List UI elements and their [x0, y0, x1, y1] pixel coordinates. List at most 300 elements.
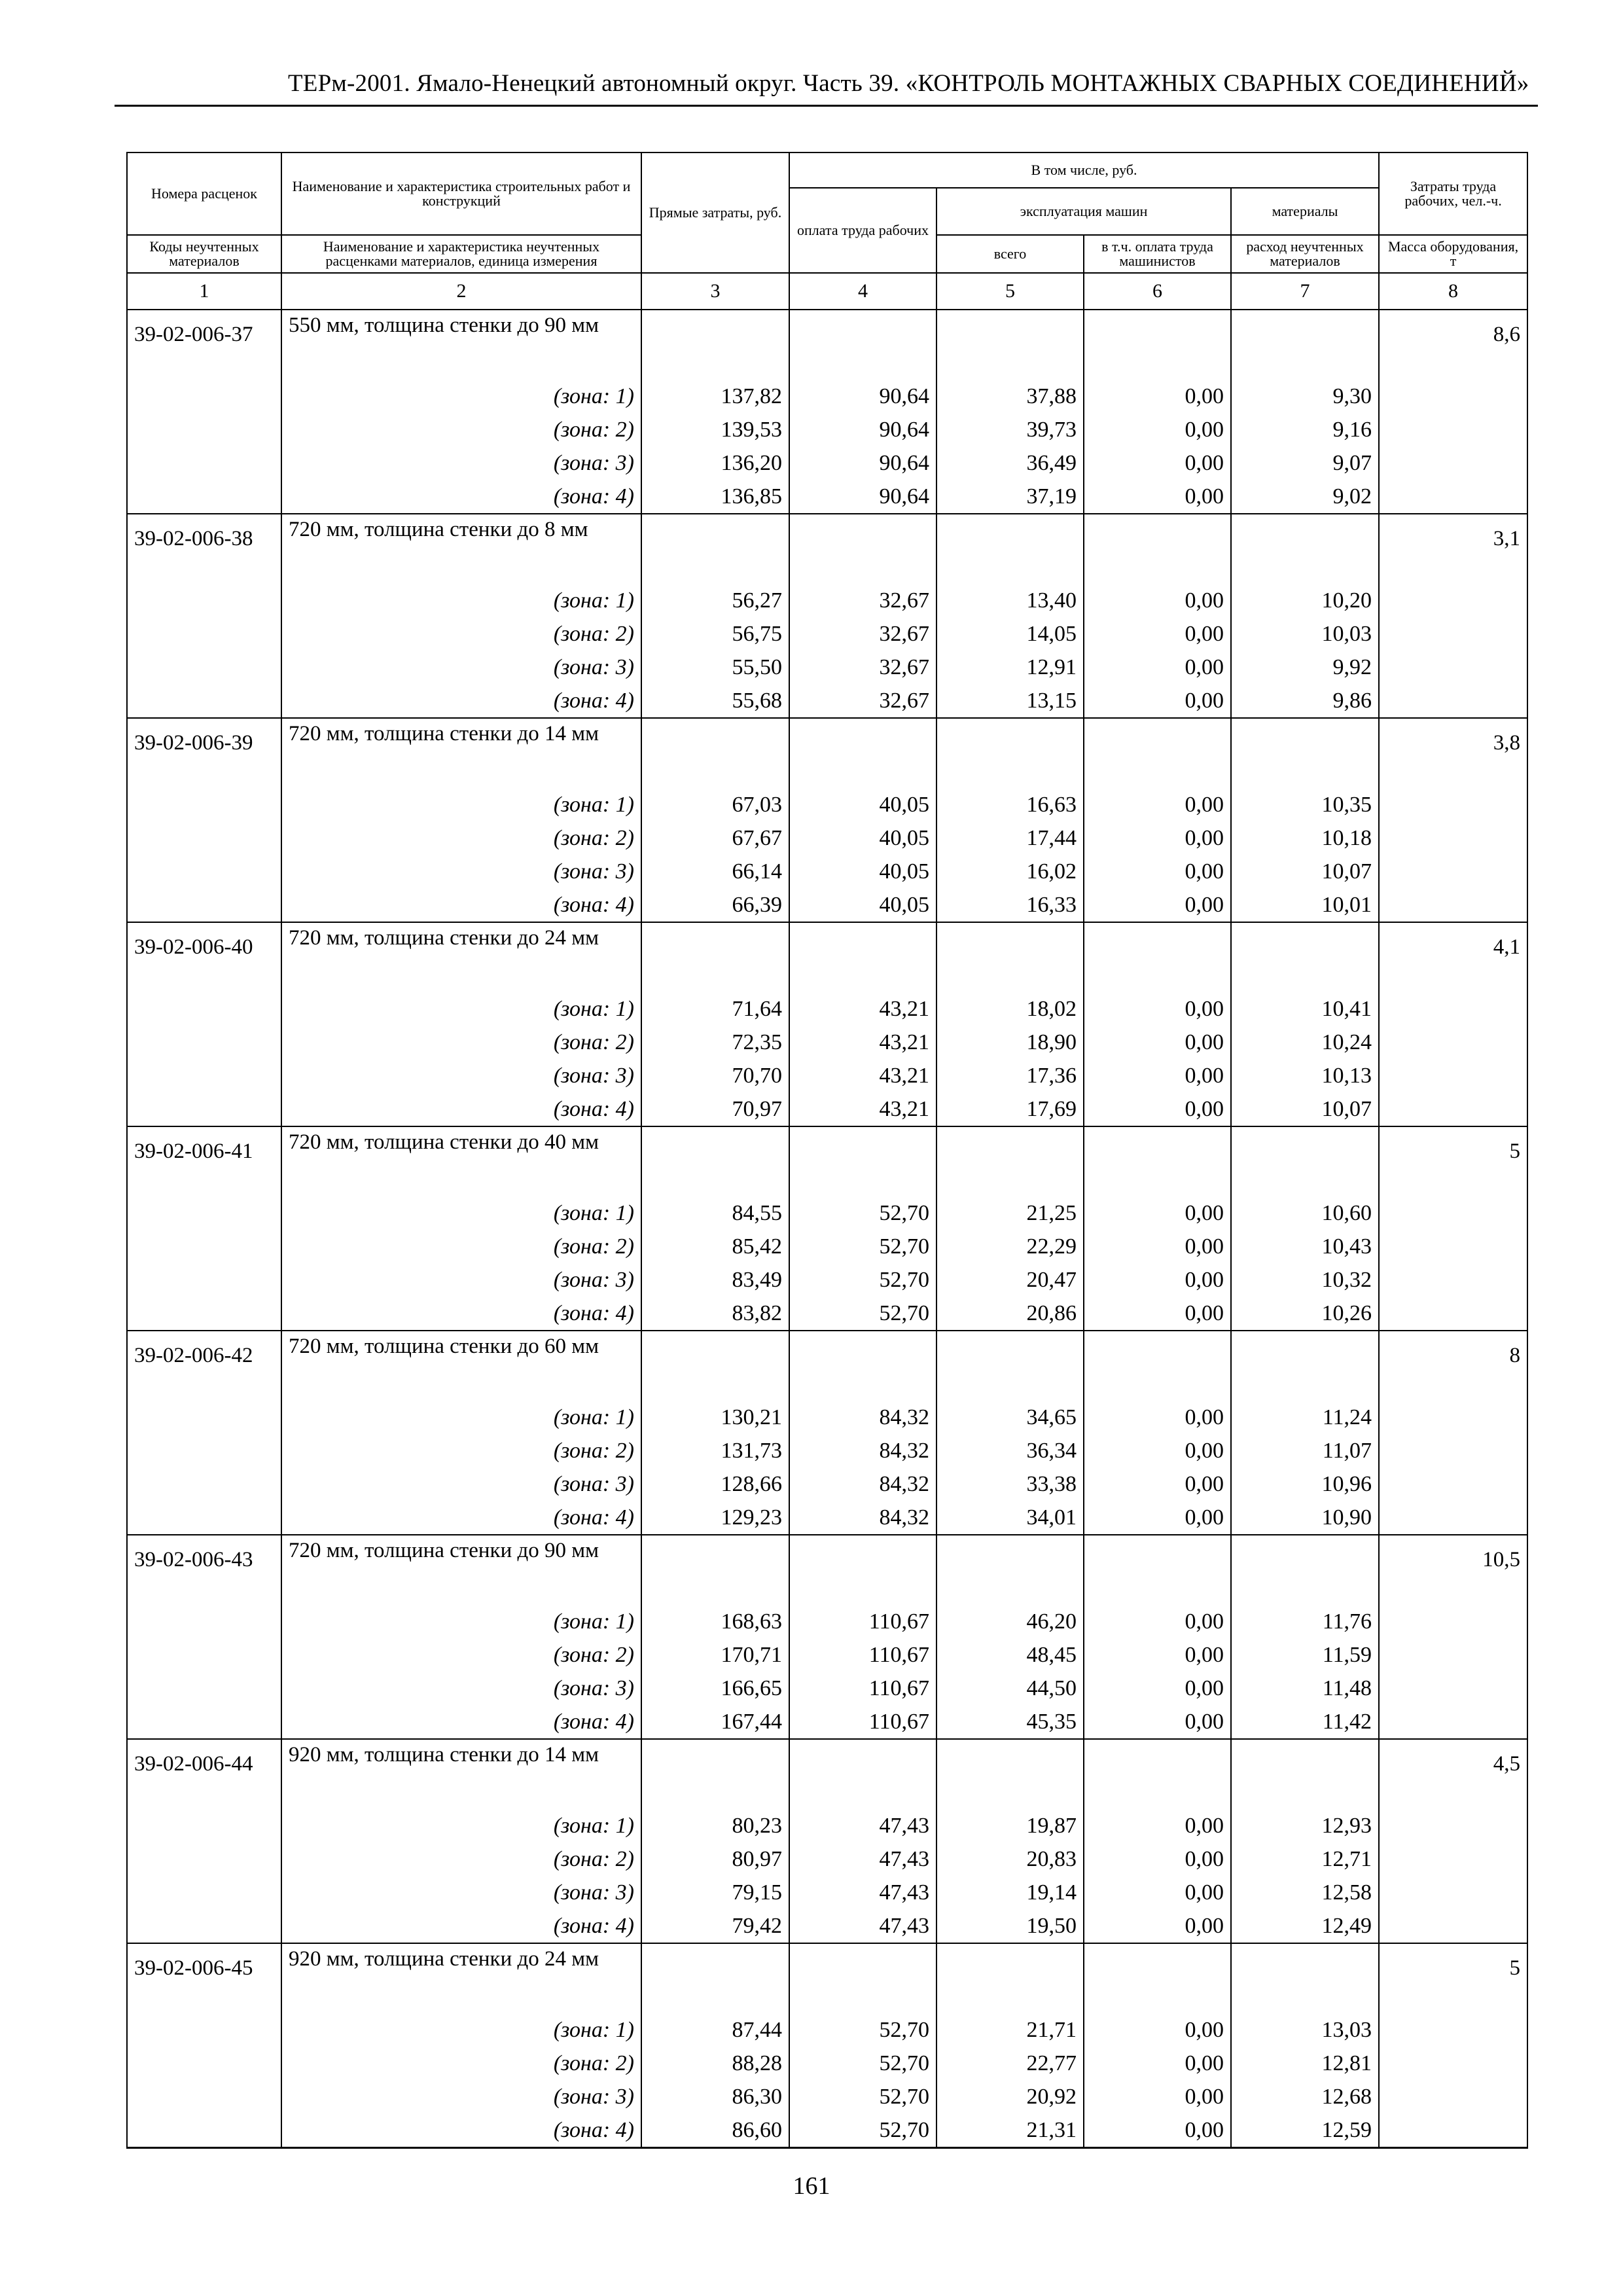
worker-wage: 52,70 — [789, 2013, 936, 2047]
labor-costs: 4,5 — [1379, 1739, 1527, 1809]
empty-cell — [1231, 1126, 1379, 1196]
direct-costs: 79,42 — [641, 1909, 789, 1943]
header-direct-costs: Прямые затраты, руб. — [641, 152, 789, 273]
empty-cell — [789, 1535, 936, 1605]
empty-cell — [1379, 1401, 1527, 1434]
worker-wage: 47,43 — [789, 1842, 936, 1876]
zone-row — [127, 1059, 1527, 1092]
zone-label: (зона: 3) — [281, 651, 641, 684]
operator-wage: 0,00 — [1084, 1501, 1231, 1535]
empty-cell — [127, 617, 281, 651]
column-number: 6 — [1084, 273, 1231, 310]
running-header: ТЕРм-2001. Ямало-Ненецкий автономный округ. Часть 39. «КОНТРОЛЬ МОНТАЖНЫХ СВАРНЫХ СОЕДИНЕНИЙ» — [288, 70, 1529, 97]
worker-wage: 84,32 — [789, 1501, 936, 1535]
zone-label: (зона: 2) — [281, 1638, 641, 1672]
rate-name: 720 мм, толщина стенки до 40 мм — [281, 1126, 641, 1196]
zone-label: (зона: 2) — [281, 821, 641, 855]
zone-label: (зона: 3) — [281, 1672, 641, 1705]
empty-cell — [789, 718, 936, 788]
zone-label: (зона: 3) — [281, 1467, 641, 1501]
empty-cell — [127, 1059, 281, 1092]
zone-label: (зона: 1) — [281, 992, 641, 1026]
machines-total: 14,05 — [936, 617, 1084, 651]
operator-wage: 0,00 — [1084, 1672, 1231, 1705]
empty-cell — [1379, 1230, 1527, 1263]
empty-cell — [1379, 1297, 1527, 1331]
rate-name: 920 мм, толщина стенки до 14 мм — [281, 1739, 641, 1809]
worker-wage: 43,21 — [789, 1059, 936, 1092]
zone-row — [127, 380, 1527, 413]
operator-wage: 0,00 — [1084, 413, 1231, 446]
worker-wage: 47,43 — [789, 1909, 936, 1943]
direct-costs: 66,14 — [641, 855, 789, 888]
labor-costs: 8 — [1379, 1331, 1527, 1401]
operator-wage: 0,00 — [1084, 1809, 1231, 1842]
empty-cell — [1379, 992, 1527, 1026]
worker-wage: 43,21 — [789, 1026, 936, 1059]
zone-row — [127, 1605, 1527, 1638]
rate-title-row — [127, 310, 1527, 380]
zone-row — [127, 788, 1527, 821]
worker-wage: 32,67 — [789, 617, 936, 651]
empty-cell — [641, 1331, 789, 1401]
operator-wage: 0,00 — [1084, 2113, 1231, 2148]
machines-total: 20,83 — [936, 1842, 1084, 1876]
direct-costs: 67,67 — [641, 821, 789, 855]
empty-cell — [1379, 1705, 1527, 1739]
machines-total: 19,14 — [936, 1876, 1084, 1909]
materials-consumption: 9,30 — [1231, 380, 1379, 413]
zone-row — [127, 480, 1527, 514]
materials-consumption: 12,58 — [1231, 1876, 1379, 1909]
machines-total: 13,15 — [936, 684, 1084, 718]
materials-consumption: 9,92 — [1231, 651, 1379, 684]
worker-wage: 43,21 — [789, 1092, 936, 1126]
empty-cell — [641, 1739, 789, 1809]
zone-row — [127, 1026, 1527, 1059]
rates-table — [126, 152, 1528, 2149]
machines-total: 21,25 — [936, 1196, 1084, 1230]
zone-row — [127, 1092, 1527, 1126]
empty-cell — [1231, 922, 1379, 992]
rate-name: 720 мм, толщина стенки до 8 мм — [281, 514, 641, 584]
operator-wage: 0,00 — [1084, 2047, 1231, 2080]
zone-label: (зона: 1) — [281, 1401, 641, 1434]
empty-cell — [1231, 1535, 1379, 1605]
empty-cell — [936, 1943, 1084, 2013]
materials-consumption: 12,68 — [1231, 2080, 1379, 2113]
empty-cell — [127, 1026, 281, 1059]
rate-title-row — [127, 922, 1527, 992]
empty-cell — [936, 514, 1084, 584]
empty-cell — [1231, 718, 1379, 788]
rate-code: 39-02-006-45 — [127, 1943, 281, 2013]
zone-label: (зона: 4) — [281, 1909, 641, 1943]
empty-cell — [936, 1331, 1084, 1401]
machines-total: 34,01 — [936, 1501, 1084, 1535]
machines-total: 17,36 — [936, 1059, 1084, 1092]
zone-row — [127, 684, 1527, 718]
zone-label: (зона: 2) — [281, 1434, 641, 1467]
zone-label: (зона: 2) — [281, 413, 641, 446]
empty-cell — [789, 514, 936, 584]
materials-consumption: 12,71 — [1231, 1842, 1379, 1876]
machines-total: 20,86 — [936, 1297, 1084, 1331]
header-work-name: Наименование и характеристика строительных работ и конструкций — [281, 152, 641, 235]
empty-cell — [127, 413, 281, 446]
worker-wage: 52,70 — [789, 2047, 936, 2080]
empty-cell — [1379, 1809, 1527, 1842]
empty-cell — [641, 514, 789, 584]
empty-cell — [1379, 1434, 1527, 1467]
zone-row — [127, 413, 1527, 446]
materials-consumption: 11,42 — [1231, 1705, 1379, 1739]
direct-costs: 168,63 — [641, 1605, 789, 1638]
empty-cell — [1379, 380, 1527, 413]
materials-consumption: 10,32 — [1231, 1263, 1379, 1297]
zone-row — [127, 1705, 1527, 1739]
rate-code: 39-02-006-41 — [127, 1126, 281, 1196]
empty-cell — [936, 718, 1084, 788]
direct-costs: 79,15 — [641, 1876, 789, 1909]
empty-cell — [1379, 1672, 1527, 1705]
operator-wage: 0,00 — [1084, 1297, 1231, 1331]
worker-wage: 52,70 — [789, 1297, 936, 1331]
machines-total: 18,90 — [936, 1026, 1084, 1059]
machines-total: 39,73 — [936, 413, 1084, 446]
direct-costs: 166,65 — [641, 1672, 789, 1705]
empty-cell — [127, 1876, 281, 1909]
empty-cell — [789, 310, 936, 380]
direct-costs: 83,49 — [641, 1263, 789, 1297]
rate-group — [127, 1535, 1527, 1739]
header-including: В том числе, руб. — [789, 152, 1379, 188]
zone-row — [127, 2080, 1527, 2113]
zone-row — [127, 1434, 1527, 1467]
operator-wage: 0,00 — [1084, 855, 1231, 888]
operator-wage: 0,00 — [1084, 2013, 1231, 2047]
worker-wage: 90,64 — [789, 413, 936, 446]
machines-total: 33,38 — [936, 1467, 1084, 1501]
zone-label: (зона: 3) — [281, 2080, 641, 2113]
empty-cell — [1084, 514, 1231, 584]
empty-cell — [127, 2047, 281, 2080]
materials-consumption: 10,07 — [1231, 855, 1379, 888]
zone-label: (зона: 2) — [281, 617, 641, 651]
machines-total: 16,33 — [936, 888, 1084, 922]
zone-row — [127, 821, 1527, 855]
machines-total: 44,50 — [936, 1672, 1084, 1705]
empty-cell — [1379, 2080, 1527, 2113]
worker-wage: 40,05 — [789, 821, 936, 855]
empty-cell — [1379, 684, 1527, 718]
empty-cell — [127, 651, 281, 684]
empty-cell — [789, 1126, 936, 1196]
operator-wage: 0,00 — [1084, 1876, 1231, 1909]
empty-cell — [789, 1331, 936, 1401]
direct-costs: 55,68 — [641, 684, 789, 718]
zone-row — [127, 1230, 1527, 1263]
machines-total: 22,29 — [936, 1230, 1084, 1263]
operator-wage: 0,00 — [1084, 584, 1231, 617]
zone-row — [127, 1809, 1527, 1842]
direct-costs: 71,64 — [641, 992, 789, 1026]
operator-wage: 0,00 — [1084, 380, 1231, 413]
labor-costs: 8,6 — [1379, 310, 1527, 380]
worker-wage: 32,67 — [789, 684, 936, 718]
direct-costs: 137,82 — [641, 380, 789, 413]
empty-cell — [641, 1943, 789, 2013]
direct-costs: 170,71 — [641, 1638, 789, 1672]
zone-label: (зона: 1) — [281, 380, 641, 413]
zone-label: (зона: 4) — [281, 480, 641, 514]
header-material-consumption: расход неучтенных материалов — [1231, 235, 1379, 273]
materials-consumption: 9,16 — [1231, 413, 1379, 446]
direct-costs: 136,85 — [641, 480, 789, 514]
empty-cell — [1231, 310, 1379, 380]
empty-cell — [127, 992, 281, 1026]
materials-consumption: 13,03 — [1231, 2013, 1379, 2047]
zone-row — [127, 617, 1527, 651]
zone-label: (зона: 2) — [281, 1842, 641, 1876]
machines-total: 37,19 — [936, 480, 1084, 514]
worker-wage: 47,43 — [789, 1876, 936, 1909]
worker-wage: 32,67 — [789, 584, 936, 617]
worker-wage: 40,05 — [789, 855, 936, 888]
machines-total: 46,20 — [936, 1605, 1084, 1638]
empty-cell — [127, 821, 281, 855]
rate-name: 720 мм, толщина стенки до 24 мм — [281, 922, 641, 992]
rate-title-row — [127, 1126, 1527, 1196]
empty-cell — [127, 1842, 281, 1876]
worker-wage: 84,32 — [789, 1434, 936, 1467]
zone-row — [127, 1297, 1527, 1331]
empty-cell — [936, 922, 1084, 992]
empty-cell — [127, 1196, 281, 1230]
worker-wage: 84,32 — [789, 1401, 936, 1434]
labor-costs: 3,8 — [1379, 718, 1527, 788]
empty-cell — [1084, 1943, 1231, 2013]
machines-total: 16,02 — [936, 855, 1084, 888]
column-number: 8 — [1379, 273, 1527, 310]
operator-wage: 0,00 — [1084, 1196, 1231, 1230]
rate-title-row — [127, 1535, 1527, 1605]
empty-cell — [1084, 1126, 1231, 1196]
direct-costs: 55,50 — [641, 651, 789, 684]
direct-costs: 86,30 — [641, 2080, 789, 2113]
empty-cell — [1084, 1739, 1231, 1809]
header-labor-costs: Затраты труда рабочих, чел.-ч. — [1379, 152, 1527, 235]
materials-consumption: 9,07 — [1231, 446, 1379, 480]
direct-costs: 56,27 — [641, 584, 789, 617]
rate-code: 39-02-006-44 — [127, 1739, 281, 1809]
empty-cell — [1379, 2013, 1527, 2047]
materials-consumption: 10,01 — [1231, 888, 1379, 922]
materials-consumption: 10,35 — [1231, 788, 1379, 821]
operator-wage: 0,00 — [1084, 1605, 1231, 1638]
empty-cell — [1379, 2047, 1527, 2080]
operator-wage: 0,00 — [1084, 992, 1231, 1026]
empty-cell — [127, 1263, 281, 1297]
empty-cell — [641, 1126, 789, 1196]
zone-label: (зона: 4) — [281, 1705, 641, 1739]
empty-cell — [1379, 855, 1527, 888]
direct-costs: 70,97 — [641, 1092, 789, 1126]
machines-total: 48,45 — [936, 1638, 1084, 1672]
empty-cell — [1379, 480, 1527, 514]
empty-cell — [127, 1501, 281, 1535]
empty-cell — [127, 1605, 281, 1638]
column-number: 2 — [281, 273, 641, 310]
empty-cell — [127, 2013, 281, 2047]
zone-label: (зона: 2) — [281, 1026, 641, 1059]
direct-costs: 136,20 — [641, 446, 789, 480]
materials-consumption: 10,96 — [1231, 1467, 1379, 1501]
header-material-codes: Коды неучтенных материалов — [127, 235, 281, 273]
materials-consumption: 10,60 — [1231, 1196, 1379, 1230]
rate-title-row — [127, 514, 1527, 584]
operator-wage: 0,00 — [1084, 684, 1231, 718]
materials-consumption: 10,41 — [1231, 992, 1379, 1026]
rate-name: 720 мм, толщина стенки до 14 мм — [281, 718, 641, 788]
materials-consumption: 11,59 — [1231, 1638, 1379, 1672]
rate-group — [127, 514, 1527, 718]
column-number: 7 — [1231, 273, 1379, 310]
empty-cell — [1379, 617, 1527, 651]
operator-wage: 0,00 — [1084, 617, 1231, 651]
labor-costs: 5 — [1379, 1943, 1527, 2013]
worker-wage: 84,32 — [789, 1467, 936, 1501]
empty-cell — [127, 1705, 281, 1739]
direct-costs: 70,70 — [641, 1059, 789, 1092]
empty-cell — [1231, 1943, 1379, 2013]
rate-group — [127, 1126, 1527, 1331]
worker-wage: 90,64 — [789, 446, 936, 480]
zone-row — [127, 1401, 1527, 1434]
worker-wage: 90,64 — [789, 380, 936, 413]
empty-cell — [127, 2080, 281, 2113]
empty-cell — [127, 1909, 281, 1943]
empty-cell — [127, 1401, 281, 1434]
worker-wage: 110,67 — [789, 1605, 936, 1638]
machines-total: 17,44 — [936, 821, 1084, 855]
labor-costs: 10,5 — [1379, 1535, 1527, 1605]
zone-label: (зона: 3) — [281, 446, 641, 480]
worker-wage: 110,67 — [789, 1705, 936, 1739]
empty-cell — [1379, 584, 1527, 617]
header-equipment-mass: Масса оборудования, т — [1379, 235, 1527, 273]
empty-cell — [1379, 2113, 1527, 2148]
empty-cell — [127, 1434, 281, 1467]
direct-costs: 167,44 — [641, 1705, 789, 1739]
page-number: 161 — [793, 2172, 830, 2200]
empty-cell — [1379, 651, 1527, 684]
labor-costs: 3,1 — [1379, 514, 1527, 584]
empty-cell — [641, 718, 789, 788]
operator-wage: 0,00 — [1084, 1467, 1231, 1501]
rate-code: 39-02-006-37 — [127, 310, 281, 380]
zone-row — [127, 446, 1527, 480]
zone-row — [127, 992, 1527, 1026]
empty-cell — [936, 1739, 1084, 1809]
machines-total: 20,92 — [936, 2080, 1084, 2113]
empty-cell — [127, 1672, 281, 1705]
materials-consumption: 10,26 — [1231, 1297, 1379, 1331]
materials-consumption: 9,86 — [1231, 684, 1379, 718]
header-machines-total: всего — [936, 235, 1084, 273]
operator-wage: 0,00 — [1084, 1434, 1231, 1467]
zone-row — [127, 1501, 1527, 1535]
empty-cell — [936, 1535, 1084, 1605]
labor-costs: 5 — [1379, 1126, 1527, 1196]
empty-cell — [1231, 1331, 1379, 1401]
empty-cell — [127, 1230, 281, 1263]
zone-label: (зона: 2) — [281, 1230, 641, 1263]
zone-label: (зона: 4) — [281, 1501, 641, 1535]
operator-wage: 0,00 — [1084, 1092, 1231, 1126]
machines-total: 19,87 — [936, 1809, 1084, 1842]
machines-total: 36,34 — [936, 1434, 1084, 1467]
materials-consumption: 12,59 — [1231, 2113, 1379, 2148]
empty-cell — [1379, 1842, 1527, 1876]
machines-total: 36,49 — [936, 446, 1084, 480]
empty-cell — [127, 446, 281, 480]
empty-cell — [1379, 1092, 1527, 1126]
machines-total: 17,69 — [936, 1092, 1084, 1126]
rate-code: 39-02-006-40 — [127, 922, 281, 992]
zone-label: (зона: 3) — [281, 1263, 641, 1297]
worker-wage: 52,70 — [789, 1196, 936, 1230]
operator-wage: 0,00 — [1084, 1026, 1231, 1059]
materials-consumption: 10,24 — [1231, 1026, 1379, 1059]
machines-total: 20,47 — [936, 1263, 1084, 1297]
empty-cell — [127, 1297, 281, 1331]
machines-total: 22,77 — [936, 2047, 1084, 2080]
machines-total: 37,88 — [936, 380, 1084, 413]
worker-wage: 110,67 — [789, 1638, 936, 1672]
rate-name: 920 мм, толщина стенки до 24 мм — [281, 1943, 641, 2013]
direct-costs: 130,21 — [641, 1401, 789, 1434]
operator-wage: 0,00 — [1084, 1263, 1231, 1297]
zone-row — [127, 1842, 1527, 1876]
direct-costs: 67,03 — [641, 788, 789, 821]
materials-consumption: 10,90 — [1231, 1501, 1379, 1535]
empty-cell — [127, 1092, 281, 1126]
worker-wage: 90,64 — [789, 480, 936, 514]
rate-group — [127, 1331, 1527, 1535]
operator-wage: 0,00 — [1084, 1705, 1231, 1739]
rate-name: 720 мм, толщина стенки до 90 мм — [281, 1535, 641, 1605]
direct-costs: 88,28 — [641, 2047, 789, 2080]
worker-wage: 47,43 — [789, 1809, 936, 1842]
empty-cell — [127, 684, 281, 718]
materials-consumption: 12,93 — [1231, 1809, 1379, 1842]
empty-cell — [1379, 1605, 1527, 1638]
empty-cell — [1084, 718, 1231, 788]
zone-label: (зона: 1) — [281, 788, 641, 821]
empty-cell — [1379, 1467, 1527, 1501]
zone-label: (зона: 1) — [281, 1196, 641, 1230]
direct-costs: 86,60 — [641, 2113, 789, 2148]
labor-costs: 4,1 — [1379, 922, 1527, 992]
operator-wage: 0,00 — [1084, 446, 1231, 480]
rate-code: 39-02-006-38 — [127, 514, 281, 584]
zone-row — [127, 1909, 1527, 1943]
zone-row — [127, 2113, 1527, 2148]
direct-costs: 129,23 — [641, 1501, 789, 1535]
empty-cell — [1084, 922, 1231, 992]
zone-label: (зона: 4) — [281, 1092, 641, 1126]
